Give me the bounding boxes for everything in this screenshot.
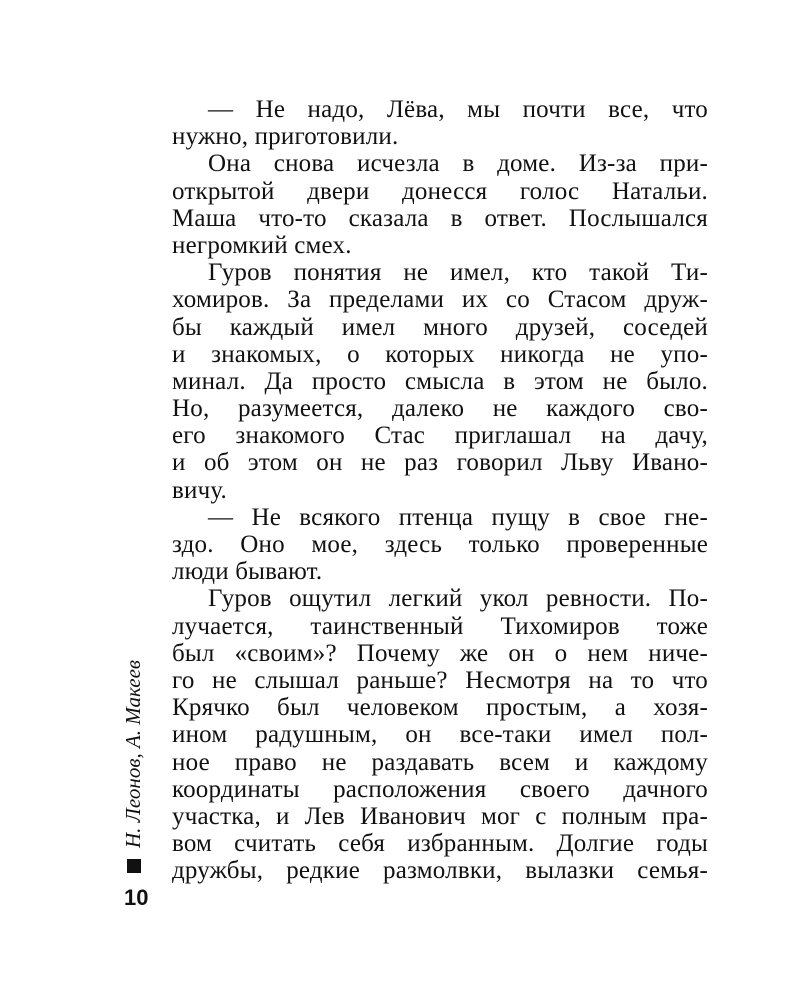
text-line: бы каждый имел много друзей, соседей xyxy=(172,313,708,341)
text-line: Гуров ощутил легкий укол ревности. По- xyxy=(208,585,708,613)
text-line: Крячко был человеком простым, а хозя- xyxy=(172,694,708,722)
text-line: и об этом он не раз говорил Льву Ивано- xyxy=(172,449,708,477)
running-head-authors: Н. Леонов, А. Макеев xyxy=(121,659,145,848)
text-line: ином радушным, он все-таки имел пол- xyxy=(172,721,708,749)
paragraph xyxy=(172,585,708,884)
paragraph xyxy=(172,259,708,504)
text-line: здо. Оно мое, здесь только проверенные xyxy=(172,531,708,558)
text-line: дружбы, редкие размолвки, вылазки семья- xyxy=(172,857,708,885)
text-line: нужно, приготовили. xyxy=(172,123,399,151)
text-line: минал. Да просто смысла в этом не было. xyxy=(172,367,708,395)
text-line: люди бывают. xyxy=(172,558,323,586)
text-line: Гуров понятия не имел, кто такой Ти- xyxy=(208,259,708,287)
text-line: — Не надо, Лёва, мы почти все, что xyxy=(208,96,708,123)
text-line: вичу. xyxy=(172,476,228,504)
text-line: открытой двери донесся голос Натальи. xyxy=(172,177,708,205)
paragraph xyxy=(172,504,708,586)
text-line: Но, разумеется, далеко не каждого сво- xyxy=(172,395,708,423)
paragraph xyxy=(172,96,708,150)
text-line: Она снова исчезла в доме. Из-за при- xyxy=(208,150,708,178)
text-line: негромкий смех. xyxy=(172,231,352,259)
text-line: и знакомых, о которых никогда не упо- xyxy=(172,340,708,368)
text-line: лучается, таинственный Тихомиров тоже xyxy=(172,612,708,640)
text-line: его знакомого Стас приглашал на дачу, xyxy=(172,422,708,450)
page-number: 10 xyxy=(124,885,149,910)
body-text xyxy=(172,96,708,884)
paragraph xyxy=(172,150,708,259)
text-line: — Не всякого птенца пущу в свое гне- xyxy=(208,503,708,531)
text-line: Маша что-то сказала в ответ. Послышался xyxy=(172,204,708,232)
text-line: участка, и Лев Иванович мог с полным пра- xyxy=(172,802,708,830)
text-line: вом считать себя избранным. Долгие годы xyxy=(172,830,708,858)
text-line: был «своим»? Почему же он о нем ниче- xyxy=(172,639,708,667)
text-line: хомиров. За пределами их со Стасом друж- xyxy=(172,286,708,314)
text-line: го не слышал раньше? Несмотря на то что xyxy=(172,666,708,694)
text-line: ное право не раздавать всем и каждому xyxy=(172,748,708,776)
text-line: координаты расположения своего дачного xyxy=(172,775,708,803)
square-marker-icon xyxy=(127,859,141,873)
